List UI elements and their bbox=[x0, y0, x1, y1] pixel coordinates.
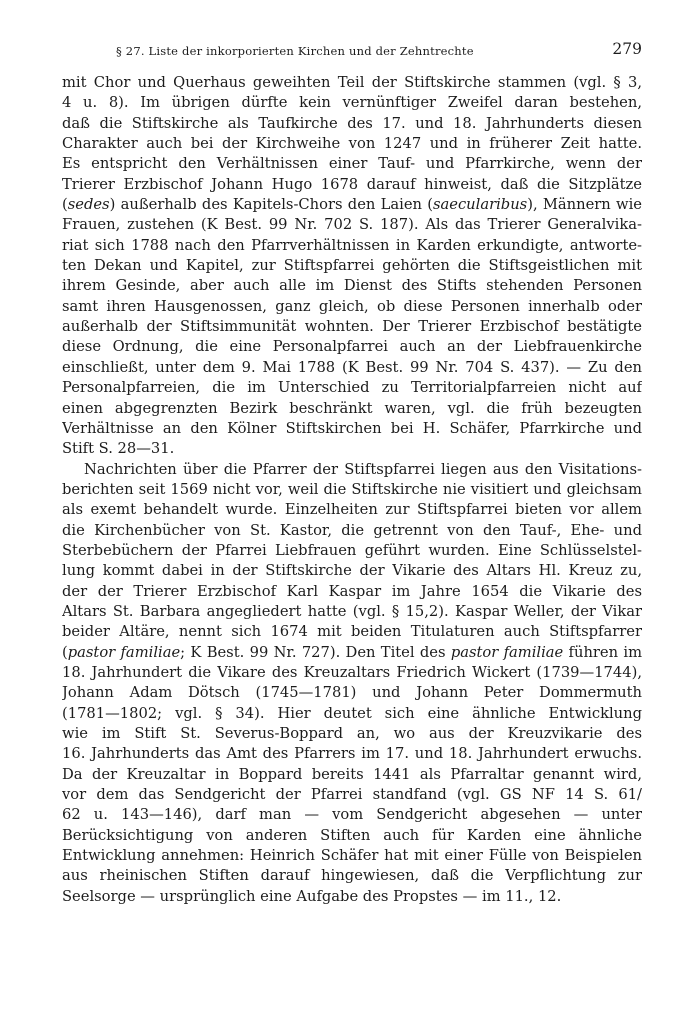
running-title: § 27. Liste der inkorporierten Kirchen und der Zehntrechte bbox=[116, 44, 474, 58]
text-line: lung kommt dabei in der Stiftskirche der Vikarie des Altars Hl. Kreuz zu, bbox=[62, 562, 642, 580]
text-line: Berücksichtigung von anderen Stiften auch für Karden eine ähnliche bbox=[62, 826, 642, 844]
text-line: aus rheinischen Stiften darauf hingewiesen, daß die Verpflichtung zur bbox=[62, 867, 642, 885]
paragraph bbox=[62, 73, 642, 460]
text-line: Trierer Erzbischof Johann Hugo 1678 darauf hinweist, daß die Sitzplätze bbox=[62, 175, 642, 193]
paragraph bbox=[62, 460, 642, 908]
text-line: 18. Jahrhundert die Vikare des Kreuzaltars Friedrich Wickert (1739—1744), bbox=[62, 663, 642, 681]
text-line: einen abgegrenzten Bezirk beschränkt waren, vgl. die früh bezeugten bbox=[62, 399, 642, 417]
text-line: diese Ordnung, die eine Personalpfarrei auch an der Liebfrauenkirche bbox=[62, 338, 642, 356]
text-line: Stift S. 28—31. bbox=[62, 440, 175, 458]
text-line: als exemt behandelt wurde. Einzelheiten zur Stiftspfarrei bieten vor allem bbox=[62, 501, 642, 519]
text-line: (sedes) außerhalb des Kapitels-Chors den Laien (saecularibus), Männern wie bbox=[62, 196, 642, 214]
text-line: riat sich 1788 nach den Pfarrverhältnissen in Karden erkundigte, antworte- bbox=[62, 236, 642, 254]
text-line: Entwicklung annehmen: Heinrich Schäfer hat mit einer Fülle von Beispielen bbox=[62, 847, 642, 865]
page-header bbox=[62, 40, 642, 64]
text-line: (pastor familiae; K Best. 99 Nr. 727). Den Titel des pastor familiae führen im bbox=[62, 643, 642, 661]
text-line: Es entspricht den Verhältnissen einer Tauf- und Pfarrkirche, wenn der bbox=[62, 155, 642, 173]
text-line: 16. Jahrhunderts das Amt des Pfarrers im 17. und 18. Jahrhundert erwuchs. bbox=[62, 745, 642, 763]
text-line: (1781—1802; vgl. § 34). Hier deutet sich eine ähnliche Entwicklung bbox=[62, 704, 642, 722]
text-line: berichten seit 1569 nicht vor, weil die Stiftskirche nie visitiert und gleichsam bbox=[62, 480, 642, 498]
text-line: ten Dekan und Kapitel, zur Stiftspfarrei gehörten die Stiftsgeistlichen mit bbox=[62, 257, 642, 275]
text-line: Nachrichten über die Pfarrer der Stiftspfarrei liegen aus den Visitations- bbox=[84, 460, 642, 478]
text-line: Sterbebüchern der Pfarrei Liebfrauen geführt wurden. Eine Schlüsselstel- bbox=[62, 541, 642, 559]
text-line: die Kirchenbücher von St. Kastor, die getrennt von den Tauf-, Ehe- und bbox=[62, 521, 642, 539]
text-line: mit Chor und Querhaus geweihten Teil der Stiftskirche stammen (vgl. § 3, bbox=[62, 74, 642, 91]
text-line: vor dem das Sendgericht der Pfarrei standfand (vgl. GS NF 14 S. 61/ bbox=[62, 786, 642, 804]
text-line: Personalpfarreien, die im Unterschied zu Territorialpfarreien nicht auf bbox=[62, 379, 642, 397]
text-line: Charakter auch bei der Kirchweihe von 1247 und in früherer Zeit hatte. bbox=[62, 135, 642, 153]
text-line: 62 u. 143—146), darf man — vom Sendgericht abgesehen — unter bbox=[62, 806, 642, 824]
text-line: beider Altäre, nennt sich 1674 mit beiden Titulaturen auch Stiftspfarrer bbox=[62, 623, 642, 641]
text-line: der der Trierer Erzbischof Karl Kaspar im Jahre 1654 die Vikarie des bbox=[62, 582, 642, 600]
text-line: einschließt, unter dem 9. Mai 1788 (K Best. 99 Nr. 704 S. 437). — Zu den bbox=[62, 358, 642, 376]
text-line: wie im Stift St. Severus-Boppard an, wo aus der Kreuzvikarie des bbox=[62, 725, 642, 742]
body-text bbox=[62, 73, 642, 907]
text-line: Johann Adam Dötsch (1745—1781) und Johann Peter Dommermuth bbox=[62, 684, 642, 702]
text-line: außerhalb der Stiftsimmunität wohnten. Der Trierer Erzbischof bestätigte bbox=[62, 318, 642, 336]
text-line: daß die Stiftskirche als Taufkirche des 17. und 18. Jahrhunderts diesen bbox=[62, 114, 642, 132]
page-number: 279 bbox=[612, 40, 642, 58]
text-line: Frauen, zustehen (K Best. 99 Nr. 702 S. 187). Als das Trierer Generalvika- bbox=[62, 216, 642, 234]
text-line: Da der Kreuzaltar in Boppard bereits 1441 als Pfarraltar genannt wird, bbox=[62, 765, 642, 783]
text-line: samt ihren Hausgenossen, ganz gleich, ob diese Personen innerhalb oder bbox=[62, 297, 642, 315]
text-line: ihrem Gesinde, aber auch alle im Dienst des Stifts stehenden Personen bbox=[62, 277, 642, 295]
text-line: Verhältnisse an den Kölner Stiftskirchen bei H. Schäfer, Pfarrkirche und bbox=[62, 419, 642, 437]
text-line: Altars St. Barbara angegliedert hatte (vgl. § 15,2). Kaspar Weller, der Vikar bbox=[62, 602, 642, 620]
text-line: Seelsorge — ursprünglich eine Aufgabe des Propstes — im 11., 12. bbox=[62, 887, 562, 905]
text-line: 4 u. 8). Im übrigen dürfte kein vernünftiger Zweifel daran bestehen, bbox=[62, 94, 642, 112]
